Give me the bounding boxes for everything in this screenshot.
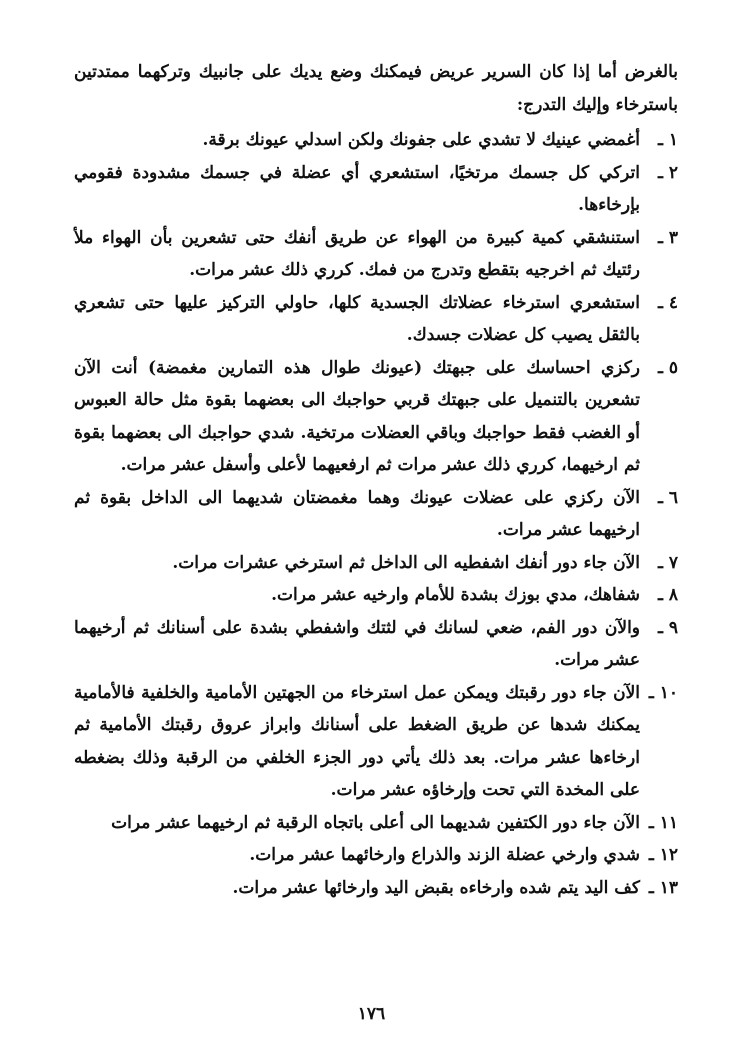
page-body — [74, 56, 678, 904]
step-number: ٧ ـ — [657, 552, 678, 573]
step-text: استنشقي كمية كبيرة من الهواء عن طريق أنفك حتى تشعرين بأن الهواء ملأ رئتيك ثم اخرجيه بتقطع وتدرج من فمك. كرري ذلك عشر مرات. — [74, 227, 640, 280]
step-number: ١ ـ — [657, 130, 678, 150]
intro-paragraph: بالغرض أما إذا كان السرير عريض فيمكنك وضع يديك على جانبيك وتركهما ممتدتين باسترخاء وإليك التدرج: — [74, 62, 678, 115]
page-number: ١٧٦ — [357, 1004, 386, 1024]
step-text: ركزي احساسك على جبهتك (عيونك طوال هذه التمارين مغمضة) أنت الآن تشعرين بالتنميل على جبهتك قربي حواجبك الى بعضهما بقوة مثل حالة العبوس أو الغضب فقط حواجبك وباقي العضلات مرتخية. شدي حواجبك الى بعضهما بقوة ثم ارخيهما، كرري ذلك عشر مرات ثم ارفعيهما لأعلى وأسفل عشر مرات. — [74, 357, 640, 475]
list-item — [74, 677, 678, 807]
step-number: ٦ ـ — [657, 487, 678, 508]
list-item — [74, 352, 678, 482]
list-item — [74, 839, 678, 872]
list-item — [74, 579, 678, 612]
list-item — [74, 157, 678, 222]
step-number: ٨ ـ — [657, 585, 678, 605]
step-text: الآن جاء دور أنفك اشفطيه الى الداخل ثم استرخي عشرات مرات. — [172, 552, 640, 573]
step-text: استشعري استرخاء عضلاتك الجسدية كلها، حاولي التركيز عليها حتى تشعري بالثقل يصيب كل عضلات جسدك. — [74, 292, 640, 345]
list-item — [74, 612, 678, 677]
list-item — [74, 287, 678, 352]
list-item — [74, 222, 678, 287]
step-number: ٩ ـ — [657, 617, 678, 638]
step-text: أغمضي عينيك لا تشدي على جفونك ولكن اسدلي عيونك برقة. — [202, 130, 640, 150]
step-text: شدي وارخي عضلة الزند والذراع وارخائهما عشر مرات. — [249, 845, 640, 865]
list-item — [74, 124, 678, 157]
step-text: الآن ركزي على عضلات عيونك وهما مغمضتان شديهما الى الداخل بقوة ثم ارخيهما عشر مرات. — [74, 487, 640, 540]
step-text: والآن دور الفم، ضعي لسانك في لثتك واشفطي بشدة على أسنانك ثم أرخيهما عشر مرات. — [74, 617, 640, 670]
step-text: كف اليد يتم شده وارخاءه بقبض اليد وارخائها عشر مرات. — [232, 877, 640, 898]
step-number: ٢ ـ — [657, 162, 678, 183]
step-number: ١٢ ـ — [648, 845, 678, 865]
step-number: ١٠ ـ — [648, 682, 678, 703]
step-text: الآن جاء دور الكتفين شديهما الى أعلى باتجاه الرقبة ثم ارخيهما عشر مرات — [111, 812, 640, 833]
step-text: الآن جاء دور رقبتك ويمكن عمل استرخاء من الجهتين الأمامية والخلفية فالأمامية يمكنك شدها عن طريق الضغط على أسنانك وابراز عروق رقبتك الأمامية ثم ارخاءها عشر مرات. بعد ذلك يأتي دور الجزء الخلفي من الرقبة وذلك بضغطه على المخدة التي تحت وإرخاؤه عشر مرات. — [74, 682, 640, 800]
list-item — [74, 872, 678, 905]
list-item — [74, 547, 678, 580]
list-item — [74, 807, 678, 840]
step-text: شفاهك، مدي بوزك بشدة للأمام وارخيه عشر مرات. — [271, 585, 640, 605]
step-number: ٤ ـ — [657, 292, 678, 313]
step-number: ١١ ـ — [648, 812, 678, 833]
step-text: اتركي كل جسمك مرتخيًا، استشعري أي عضلة في جسمك مشدودة فقومي بإرخاءها. — [74, 162, 640, 215]
list-item — [74, 482, 678, 547]
step-number: ٥ ـ — [657, 357, 678, 378]
step-number: ٣ ـ — [657, 227, 678, 248]
steps-list — [74, 124, 678, 904]
step-number: ١٣ ـ — [648, 877, 678, 898]
